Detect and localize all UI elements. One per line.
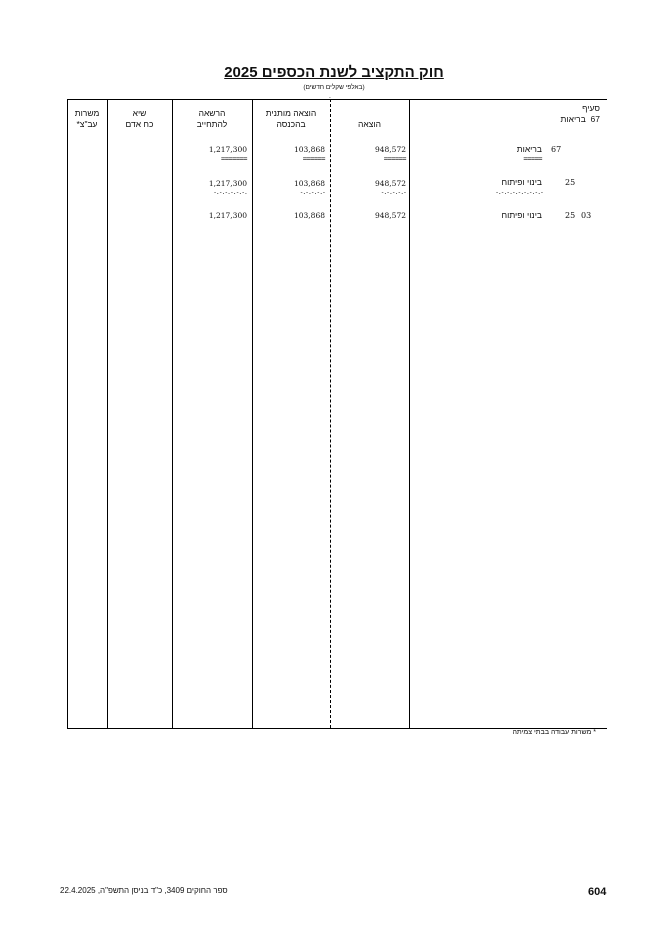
row-2-code: 25	[565, 178, 576, 187]
col-divider-expense	[409, 99, 410, 728]
row-1-expense-underline: ======	[383, 155, 406, 163]
publication-source: ספר החוקים 3409, כ"ד בניסן התשפ"ה, 22.4.2025	[60, 886, 228, 895]
header-section-code: 67	[590, 114, 600, 124]
col-divider-peak	[172, 99, 173, 728]
row-2-conditional: 103,868	[293, 179, 325, 188]
row-1-code: 67	[551, 145, 562, 154]
col-divider-jobs	[107, 99, 108, 728]
header-section-name: בריאות	[560, 114, 586, 124]
col-divider-conditional	[330, 99, 331, 728]
row-2-expense-underline: -.-.-.-.-	[380, 189, 406, 196]
row-3-code: 25	[565, 211, 576, 220]
row-3-name: בינוי ופיתוח	[501, 210, 542, 220]
row-2-name-underline: -.-.-.-.-.-.-.-.-	[495, 189, 543, 196]
row-1-authorization-underline: =======	[220, 155, 247, 163]
row-3-conditional: 103,868	[293, 211, 325, 220]
header-jobs: משרות עב"צ*	[74, 108, 100, 129]
row-1-expense: 948,572	[374, 145, 406, 154]
header-section: סעיף 67 בריאות	[560, 103, 600, 124]
row-3-authorization: 1,217,300	[208, 211, 247, 220]
page-subtitle: (באלפי שקלים חדשים)	[303, 84, 365, 91]
stray-dot: ·	[329, 95, 331, 102]
row-3-subcode: 03	[581, 211, 592, 220]
row-2-authorization: 1,217,300	[208, 179, 247, 188]
table-left-border	[67, 99, 68, 728]
row-2-authorization-underline: -.-.-.-.-.-.	[213, 189, 247, 196]
row-1-conditional: 103,868	[293, 145, 325, 154]
page-title: חוק התקציב לשנת הכספים 2025	[224, 64, 444, 81]
row-1-name: בריאות	[516, 144, 542, 154]
row-3-expense: 948,572	[374, 211, 406, 220]
row-1-name-underline: =====	[523, 155, 542, 163]
row-2-conditional-underline: -.-.-.-.-	[299, 189, 325, 196]
header-expense: הוצאה	[358, 119, 381, 129]
page-number: 604	[588, 886, 607, 898]
header-peak: שיא כח אדם	[125, 108, 154, 129]
header-authorization: הרשאה להתחייב	[196, 108, 228, 129]
header-conditional-expense: הוצאה מותנית בהכנסה	[265, 108, 317, 129]
row-1-conditional-underline: ======	[302, 155, 325, 163]
col-divider-authorization	[252, 99, 253, 728]
footnote: * משרות עבודה בבתי צמיתה	[512, 729, 596, 736]
row-2-expense: 948,572	[374, 179, 406, 188]
row-1-authorization: 1,217,300	[208, 145, 247, 154]
row-2-name: בינוי ופיתוח	[501, 177, 542, 187]
